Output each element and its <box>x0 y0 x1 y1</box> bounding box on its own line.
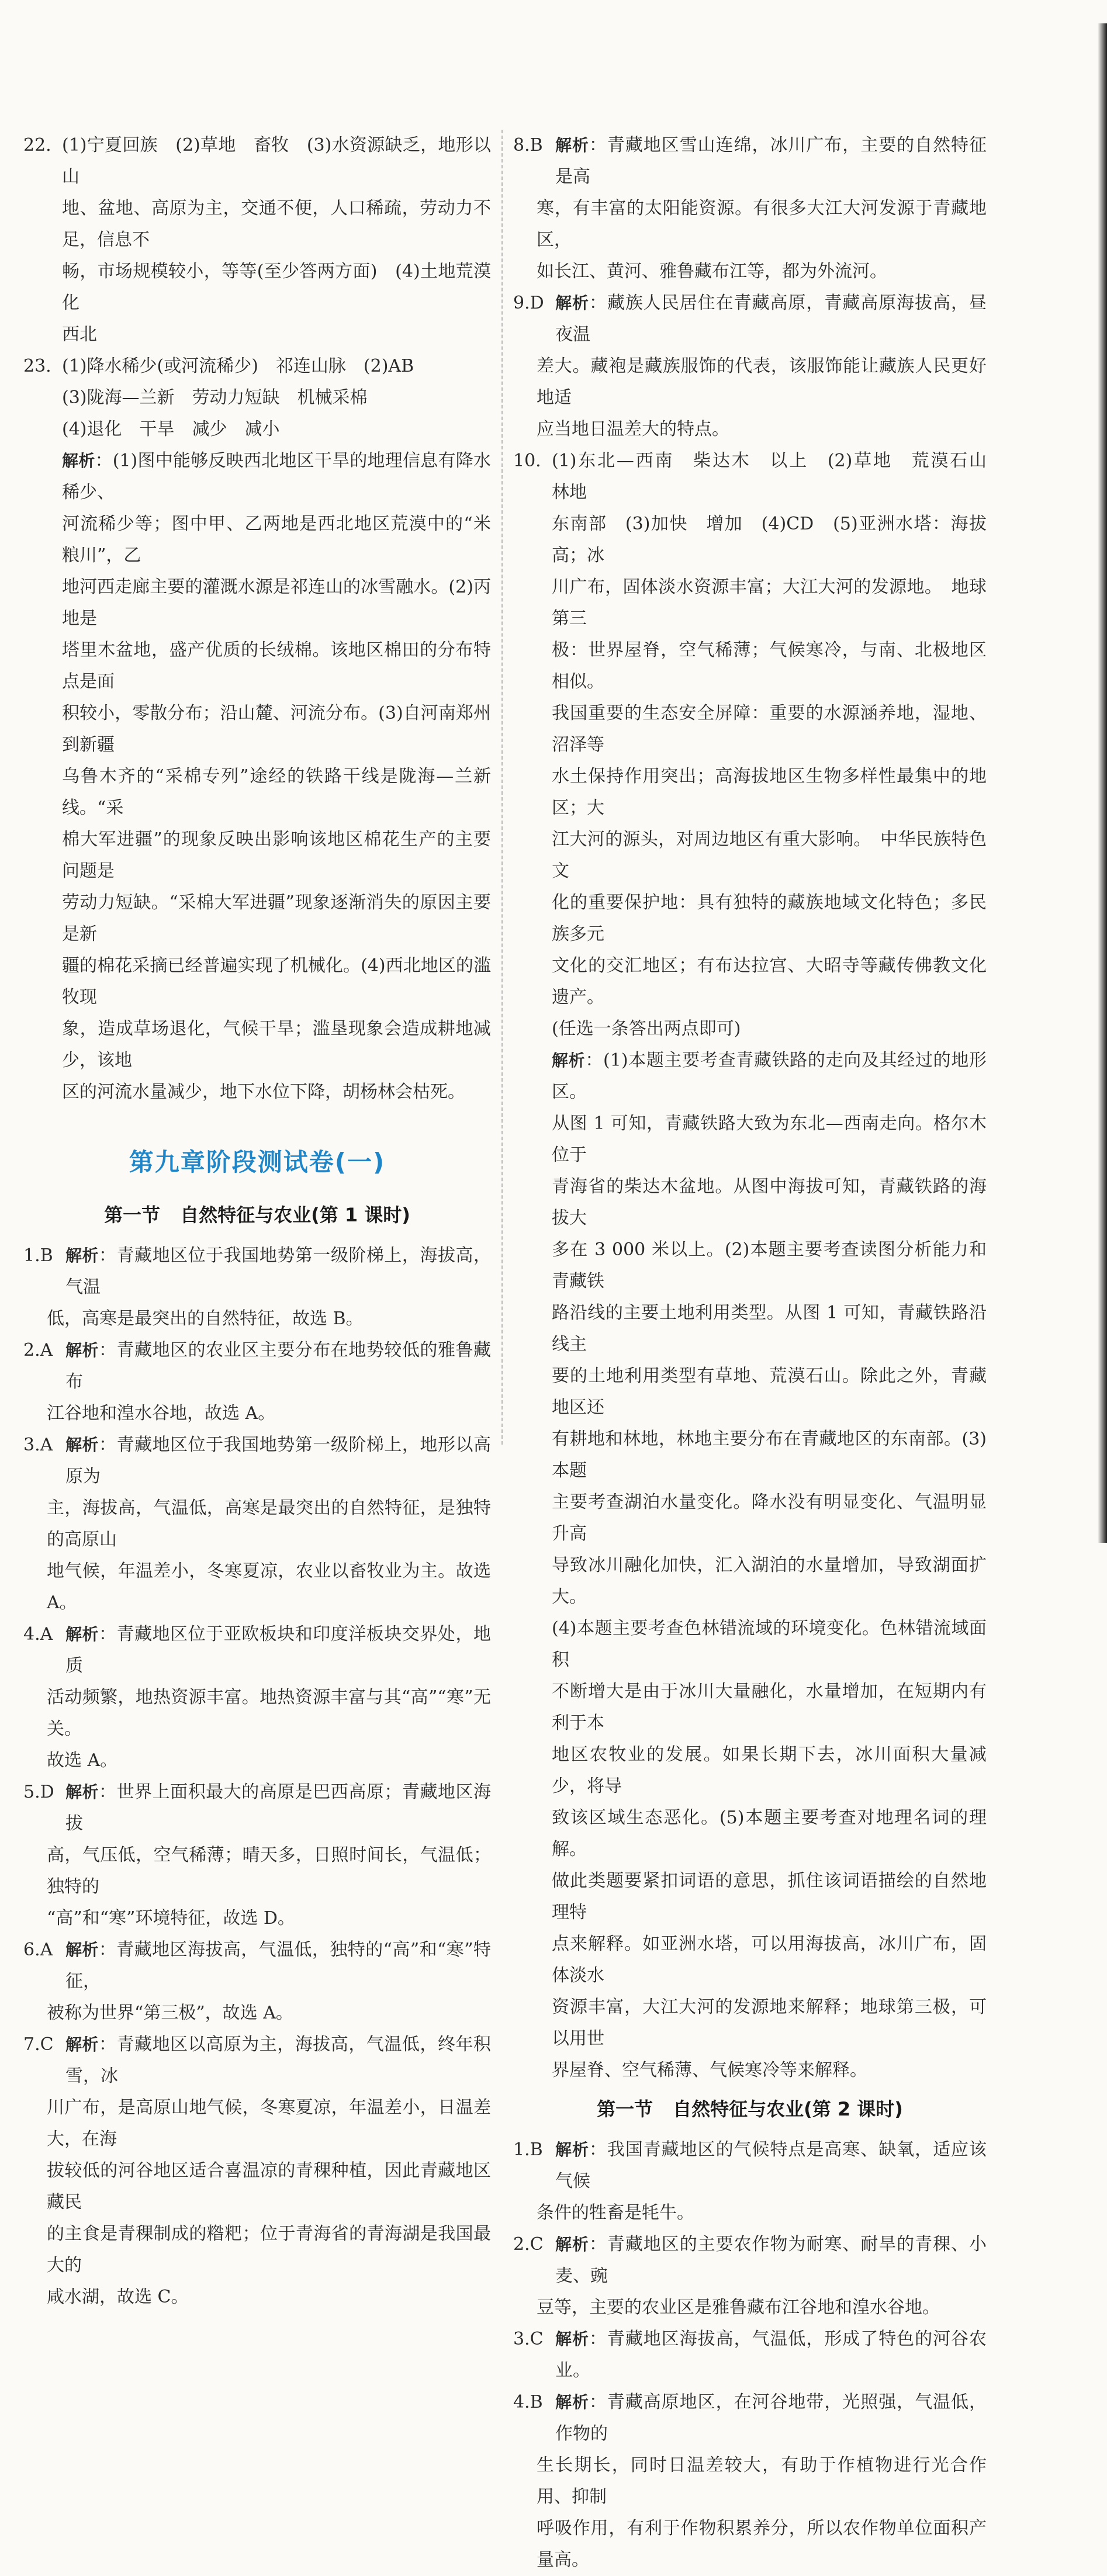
answer-text <box>537 2229 987 2324</box>
text-line: 豆等，主要的农业区是雅鲁藏布江谷地和湟水谷地。 <box>537 2297 940 2318</box>
text-line: (1)东北—西南 柴达木 以上 (2)草地 荒漠石山 林地 <box>552 451 1004 503</box>
text-line: 如长江、黄河、雅鲁藏布江等，都为外流河。 <box>537 261 887 282</box>
answer-10 <box>513 445 1004 2086</box>
question-number: 4.B <box>513 2392 543 2412</box>
text-line: 棉大军进疆”的现象反映出影响该地区棉花生产的主要问题是 <box>62 829 491 881</box>
analysis-label: 解析 <box>65 1782 99 1802</box>
text-line: 资源丰富，大江大河的发源地来解释；地球第三极，可以用世 <box>552 1997 987 2049</box>
text-line: 的主食是青稞制成的糌粑；位于青海省的青海湖是我国最大的 <box>47 2224 491 2276</box>
answer-item <box>23 1934 491 2029</box>
text-line: 主，海拔高，气温低，高寒是最突出的自然特征，是独特的高原山 <box>47 1498 491 1550</box>
text-line: 解析：青藏高原地区，在河谷地带，光照强，气温低，作物的 <box>555 2392 987 2444</box>
section-name: 自然特征与农业(第 1 课时) <box>180 1204 410 1226</box>
text-line: 川广布，是高原山地气候，冬寒夏凉，年温差小，日温差大，在海 <box>47 2097 491 2149</box>
answer-text <box>47 1429 497 1619</box>
answer-text <box>47 2029 491 2313</box>
text-line: 咸水湖，故选 C。 <box>47 2287 189 2307</box>
question-number: 1.B <box>23 1245 53 1266</box>
column-divider <box>501 130 503 1445</box>
text-line: 积较小，零散分布；沿山麓、河流分布。(3)自河南郑州到新疆 <box>62 703 491 755</box>
text-line: 解析：青藏地区位于亚欧板块和印度洋板块交界处，地质 <box>65 1624 491 1676</box>
answer-22 <box>23 130 491 351</box>
text-line: (任选一条答出两点即可) <box>552 1019 741 1039</box>
text-line: 极：世界屋脊，空气稀薄；气候寒冷，与南、北极地区相似。 <box>552 640 987 692</box>
text-line: 解析：我国青藏地区的气候特点是高寒、缺氧，适应该气候 <box>555 2139 987 2191</box>
question-number: 8.B <box>513 135 543 155</box>
answer-item <box>513 288 987 445</box>
text-line: 解析：青藏地区的主要农作物为耐寒、耐旱的青稞、小麦、豌 <box>555 2234 987 2286</box>
analysis-label: 解析 <box>555 2329 589 2349</box>
answer-text <box>537 130 987 288</box>
answer-item <box>513 2324 987 2387</box>
text-line: 多在 3 000 米以上。(2)本题主要考查读图分析能力和青藏铁 <box>552 1239 987 1292</box>
question-number: 22. <box>23 135 51 155</box>
text-line: 呼吸作用，有利于作物积累养分，所以农作物单位面积产量高。 <box>537 2518 987 2570</box>
text-line: 做此类题要紧扣词语的意思，抓住该词语描绘的自然地理特 <box>552 1871 987 1923</box>
question-number: 7.C <box>23 2034 54 2055</box>
question-number: 23. <box>23 356 51 376</box>
answer-text <box>62 130 491 351</box>
answer-item <box>513 130 987 288</box>
text-line: 劳动力短缺。“采棉大军进疆”现象逐渐消失的原因主要是新 <box>62 892 491 944</box>
text-line: 致该区域生态恶化。(5)本题主要考查对地理名词的理解。 <box>552 1808 987 1860</box>
text-line: 路沿线的主要土地利用类型。从图 1 可知，青藏铁路沿线主 <box>552 1303 987 1355</box>
analysis-label: 解析 <box>65 1246 99 1265</box>
text-line: 主要考查湖泊水量变化。降水没有明显变化、气温明显升高 <box>552 1492 987 1544</box>
section-name: 自然特征与农业(第 2 课时) <box>673 2098 903 2120</box>
text-line: 解析：青藏地区位于我国地势第一级阶梯上，地形以高原为 <box>65 1435 491 1487</box>
text-line: 疆的棉花采摘已经普遍实现了机械化。(4)西北地区的滥牧现 <box>62 955 491 1007</box>
text-line: 被称为世界“第三极”，故选 A。 <box>47 2003 293 2023</box>
answer-text <box>537 2387 987 2576</box>
question-number: 5.D <box>23 1782 54 1802</box>
text-line: “高”和“寒”环境特征，故选 D。 <box>47 1908 295 1928</box>
analysis-label: 解析 <box>65 1940 99 1959</box>
text-line: (3)陇海—兰新 劳动力短缺 机械采棉 <box>62 387 368 408</box>
right-column <box>513 130 1004 2576</box>
analysis-label: 解析 <box>555 2140 589 2159</box>
answer-text: (1)东北—西南 柴达木 以上 (2)草地 荒漠石山 林地 东南部 (3)加快 增加 (4)CD (5)亚洲水塔：海拔高；冰 川广布，固体淡水资源丰富；大江大河的发源地。 地球第三 极：世界屋脊，空气稀薄；气候寒冷，与南、北极地区相似。 我国重要的生态安全屏障：重要的水源涵养地，湿地、沼泽等 水土保持作用突出；高海拔地区生物多样性最集中的地区；大 江大河的源头，对周边地区有重大影响。 中华民族特色文 化的重要保护地：具有独特的藏族地域文化特色；多民族多元 文化的交汇地区；有布达拉宫、大昭寺等藏传佛教文化遗产。 (任选一条答出两点即可) 解析：(1)本题主要考查青藏铁路的走向及其经过的地形区。 从图 1 可知，青藏铁路大致为东北—西南走向。格尔木位于 青海省的柴达木盆地。从图中海拔可知，青藏铁路的海拔大 多在 3 000 米以上。(2)本题主要考查读图分析能力和青藏铁 路沿线的主要土地利用类型。从图 1 可知，青藏铁路沿线主 要的土地利用类型有草地、荒漠石山。除此之外，青藏地区还 有耕地和林地，林地主要分布在青藏地区的东南部。(3)本题 主要考查湖泊水量变化。降水没有明显变化、气温明显升高 导致冰川融化加快，汇入湖泊的水量增加，导致湖面扩大。 (4)本题主要考查色林错流域的环境变化。色林错流域面积 不断增大是由于冰川大量融化，水量增加，在短期内有利于本 地区农牧业的发展。如果长期下去，冰川面积大量减少，将导 致该区域生态恶化。(5)本题主要考查对地理名词的理解。 做此类题要紧扣词语的意思，抓住该词语描绘的自然地理特 点来解释。如亚洲水塔，可以用海拔高，冰川广布，固体淡水 资源丰富，大江大河的发源地来解释；地球第三极，可以用世 界屋脊、空气稀薄、气候寒冷等来解释。 <box>552 445 987 2086</box>
analysis-label: 解析 <box>552 1051 586 1070</box>
answer-item <box>513 2229 987 2324</box>
answer-text <box>47 1335 491 1429</box>
text-line: 低，高寒是最突出的自然特征，故选 B。 <box>47 1308 364 1329</box>
text-line: 解析：青藏地区位于我国地势第一级阶梯上，海拔高，气温 <box>65 1245 491 1297</box>
analysis-label: 解析 <box>555 136 589 155</box>
analysis-label: 解析 <box>65 1435 99 1455</box>
text-line: 点来解释。如亚洲水塔，可以用海拔高，冰川广布，固体淡水 <box>552 1934 987 1986</box>
text-line: 塔里木盆地，盛产优质的长绒棉。该地区棉田的分布特点是面 <box>62 640 491 692</box>
section-number: 第一节 <box>597 2098 653 2120</box>
text-line: 解析：世界上面积最大的高原是巴西高原；青藏地区海拔 <box>65 1782 491 1834</box>
analysis-label: 解析 <box>555 293 589 313</box>
answer-text <box>537 288 987 445</box>
text-line: 高，气压低，空气稀薄；晴天多，日照时间长，气温低；独特的 <box>47 1845 491 1897</box>
question-number: 10. <box>513 451 541 471</box>
text-line: 文化的交汇地区；有布达拉宫、大昭寺等藏传佛教文化遗产。 <box>552 955 987 1007</box>
text-line: 象，造成草场退化，气候干旱；滥垦现象会造成耕地减少，该地 <box>62 1019 491 1071</box>
text-line: 要的土地利用类型有草地、荒漠石山。除此之外，青藏地区还 <box>552 1366 987 1418</box>
text-line: 解析：青藏地区海拔高，气温低，形成了特色的河谷农业。 <box>555 2329 987 2381</box>
question-number: 2.A <box>23 1340 53 1360</box>
analysis-label: 解析 <box>555 2393 589 2412</box>
text-line: 故选 A。 <box>47 1750 118 1771</box>
question-number: 6.A <box>23 1940 53 1960</box>
question-number: 2.C <box>513 2234 544 2255</box>
text-line: (4)本题主要考查色林错流域的环境变化。色林错流域面积 <box>552 1618 987 1670</box>
answer-text <box>47 1619 491 1777</box>
text-line: 青海省的柴达木盆地。从图中海拔可知，青藏铁路的海拔大 <box>552 1176 987 1228</box>
text-line: 解析：藏族人民居住在青藏高原，青藏高原海拔高，昼夜温 <box>555 293 987 345</box>
text-line: 活动频繁，地热资源丰富。地热资源丰富与其“高”“寒”无关。 <box>47 1687 491 1739</box>
text-line: 差大。藏袍是藏族服饰的代表，该服饰能让藏族人民更好地适 <box>537 356 987 408</box>
text-line: 有耕地和林地，林地主要分布在青藏地区的东南部。(3)本题 <box>552 1429 987 1481</box>
text-line: 水土保持作用突出；高海拔地区生物多样性最集中的地区；大 <box>552 766 987 818</box>
question-number: 1.B <box>513 2139 543 2160</box>
answer-list <box>23 1240 497 2313</box>
text-line: 东南部 (3)加快 增加 (4)CD (5)亚洲水塔：海拔高；冰 <box>552 514 987 566</box>
analysis-label: 解析 <box>62 451 95 470</box>
page-edge-shadow <box>1098 23 1107 1543</box>
text-line: 畅，市场规模较小，等等(至少答两方面) (4)土地荒漠化 <box>62 261 491 313</box>
answer-item <box>513 2134 987 2229</box>
answer-text <box>47 1240 491 1335</box>
question-number: 4.A <box>23 1624 53 1644</box>
question-number: 9.D <box>513 293 544 313</box>
answer-list <box>513 130 987 445</box>
text-line: 解析：青藏地区雪山连绵，冰川广布，主要的自然特征是高 <box>555 135 987 187</box>
answer-text <box>537 2134 987 2229</box>
answer-item <box>23 1429 497 1619</box>
analysis-label: 解析 <box>65 1625 99 1644</box>
answer-text: (1)降水稀少(或河流稀少) 祁连山脉 (2)AB (3)陇海—兰新 劳动力短缺 机械采棉 (4)退化 干旱 减少 减小 解析：(1)图中能够反映西北地区干旱的地理信息有降水稀少、 河流稀少等；图中甲、乙两地是西北地区荒漠中的“米粮川”，乙 地河西走廊主要的灌溉水源是祁连山的冰雪融水。(2)丙地是 塔里木盆地，盛产优质的长绒棉。该地区棉田的分布特点是面 积较小，零散分布；沿山麓、河流分布。(3)自河南郑州到新疆 乌鲁木齐的“采棉专列”途经的铁路干线是陇海—兰新线。“采 棉大军进疆”的现象反映出影响该地区棉花生产的主要问题是 劳动力短缺。“采棉大军进疆”现象逐渐消失的原因主要是新 疆的棉花采摘已经普遍实现了机械化。(4)西北地区的滥牧现 象，造成草场退化，气候干旱；滥垦现象会造成耕地减少，该地 区的河流水量减少，地下水位下降，胡杨林会枯死。 <box>62 351 491 1108</box>
answer-item <box>23 1240 491 1335</box>
text-line: 导致冰川融化加快，汇入湖泊的水量增加，导致湖面扩大。 <box>552 1555 987 1607</box>
text-line: 地、盆地、高原为主，交通不便，人口稀疏，劳动力不足，信息不 <box>62 198 491 250</box>
analysis-label: 解析 <box>65 1341 99 1360</box>
section-title <box>23 1200 491 1227</box>
answer-text <box>555 2324 987 2387</box>
analysis-label: 解析 <box>555 2235 589 2254</box>
text-line: 乌鲁木齐的“采棉专列”途经的铁路干线是陇海—兰新线。“采 <box>62 766 491 818</box>
left-column <box>23 130 497 2313</box>
text-line: (1)降水稀少(或河流稀少) 祁连山脉 (2)AB <box>62 356 414 376</box>
text-line: 寒，有丰富的太阳能资源。有很多大江大河发源于青藏地区， <box>537 198 987 250</box>
text-line: 解析：青藏地区海拔高，气温低，独特的“高”和“寒”特征， <box>65 1940 491 1992</box>
text-line: 江谷地和湟水谷地，故选 A。 <box>47 1403 276 1424</box>
text-line: 区的河流水量减少，地下水位下降，胡杨林会枯死。 <box>62 1082 465 1102</box>
text-line: 江大河的源头，对周边地区有重大影响。 中华民族特色文 <box>552 829 987 881</box>
text-line: 川广布，固体淡水资源丰富；大江大河的发源地。 地球第三 <box>552 577 987 629</box>
chapter-title: 第九章阶段测试卷(一) <box>129 1148 386 1176</box>
answer-item <box>23 1777 491 1934</box>
text-line: 我国重要的生态安全屏障：重要的水源涵养地，湿地、沼泽等 <box>552 703 987 755</box>
text-line: 西北 <box>62 324 97 345</box>
answer-text <box>47 1934 491 2029</box>
text-line: 地气候，年温差小，冬寒夏凉，农业以畜牧业为主。故选 A。 <box>47 1561 497 1613</box>
text-line: 解析：青藏地区的农业区主要分布在地势较低的雅鲁藏布 <box>65 1340 491 1392</box>
text-line: (1)宁夏回族 (2)草地 畜牧 (3)水资源缺乏，地形以山 <box>62 135 491 187</box>
section-title <box>513 2094 987 2121</box>
text-line: 生长期长，同时日温差较大，有助于作植物进行光合作用、抑制 <box>537 2455 987 2507</box>
text-line: 解析：青藏地区以高原为主，海拔高，气温低，终年积雪，冰 <box>65 2034 491 2086</box>
text-line: 地区农牧业的发展。如果长期下去，冰川面积大量减少，将导 <box>552 1744 987 1796</box>
text-line: 应当地日温差大的特点。 <box>537 419 729 439</box>
section-number: 第一节 <box>104 1204 161 1226</box>
analysis-label: 解析 <box>65 2035 99 2054</box>
answer-item <box>23 1335 491 1429</box>
answer-item <box>23 2029 491 2313</box>
answer-item <box>23 1619 491 1777</box>
text-line: 条件的牲畜是牦牛。 <box>537 2203 694 2223</box>
question-number: 3.A <box>23 1435 53 1455</box>
text-line: 从图 1 可知，青藏铁路大致为东北—西南走向。格尔木位于 <box>552 1113 987 1165</box>
question-number: 3.C <box>513 2329 544 2349</box>
text-line: 界屋脊、空气稀薄、气候寒冷等来解释。 <box>552 2060 867 2080</box>
text-line: 化的重要保护地：具有独特的藏族地域文化特色；多民族多元 <box>552 892 987 944</box>
answer-item <box>513 2387 987 2576</box>
text-line: (4)退化 干旱 减少 减小 <box>62 419 280 439</box>
text-line: 不断增大是由于冰川大量融化，水量增加，在短期内有利于本 <box>552 1681 987 1733</box>
text-line: 河流稀少等；图中甲、乙两地是西北地区荒漠中的“米粮川”，乙 <box>62 514 491 566</box>
answer-list <box>513 2134 987 2576</box>
text-line: 地河西走廊主要的灌溉水源是祁连山的冰雪融水。(2)丙地是 <box>62 577 491 629</box>
answer-text <box>47 1777 491 1934</box>
text-line: 拔较低的河谷地区适合喜温凉的青稞种植，因此青藏地区藏民 <box>47 2160 491 2213</box>
answer-23 <box>23 351 491 1108</box>
